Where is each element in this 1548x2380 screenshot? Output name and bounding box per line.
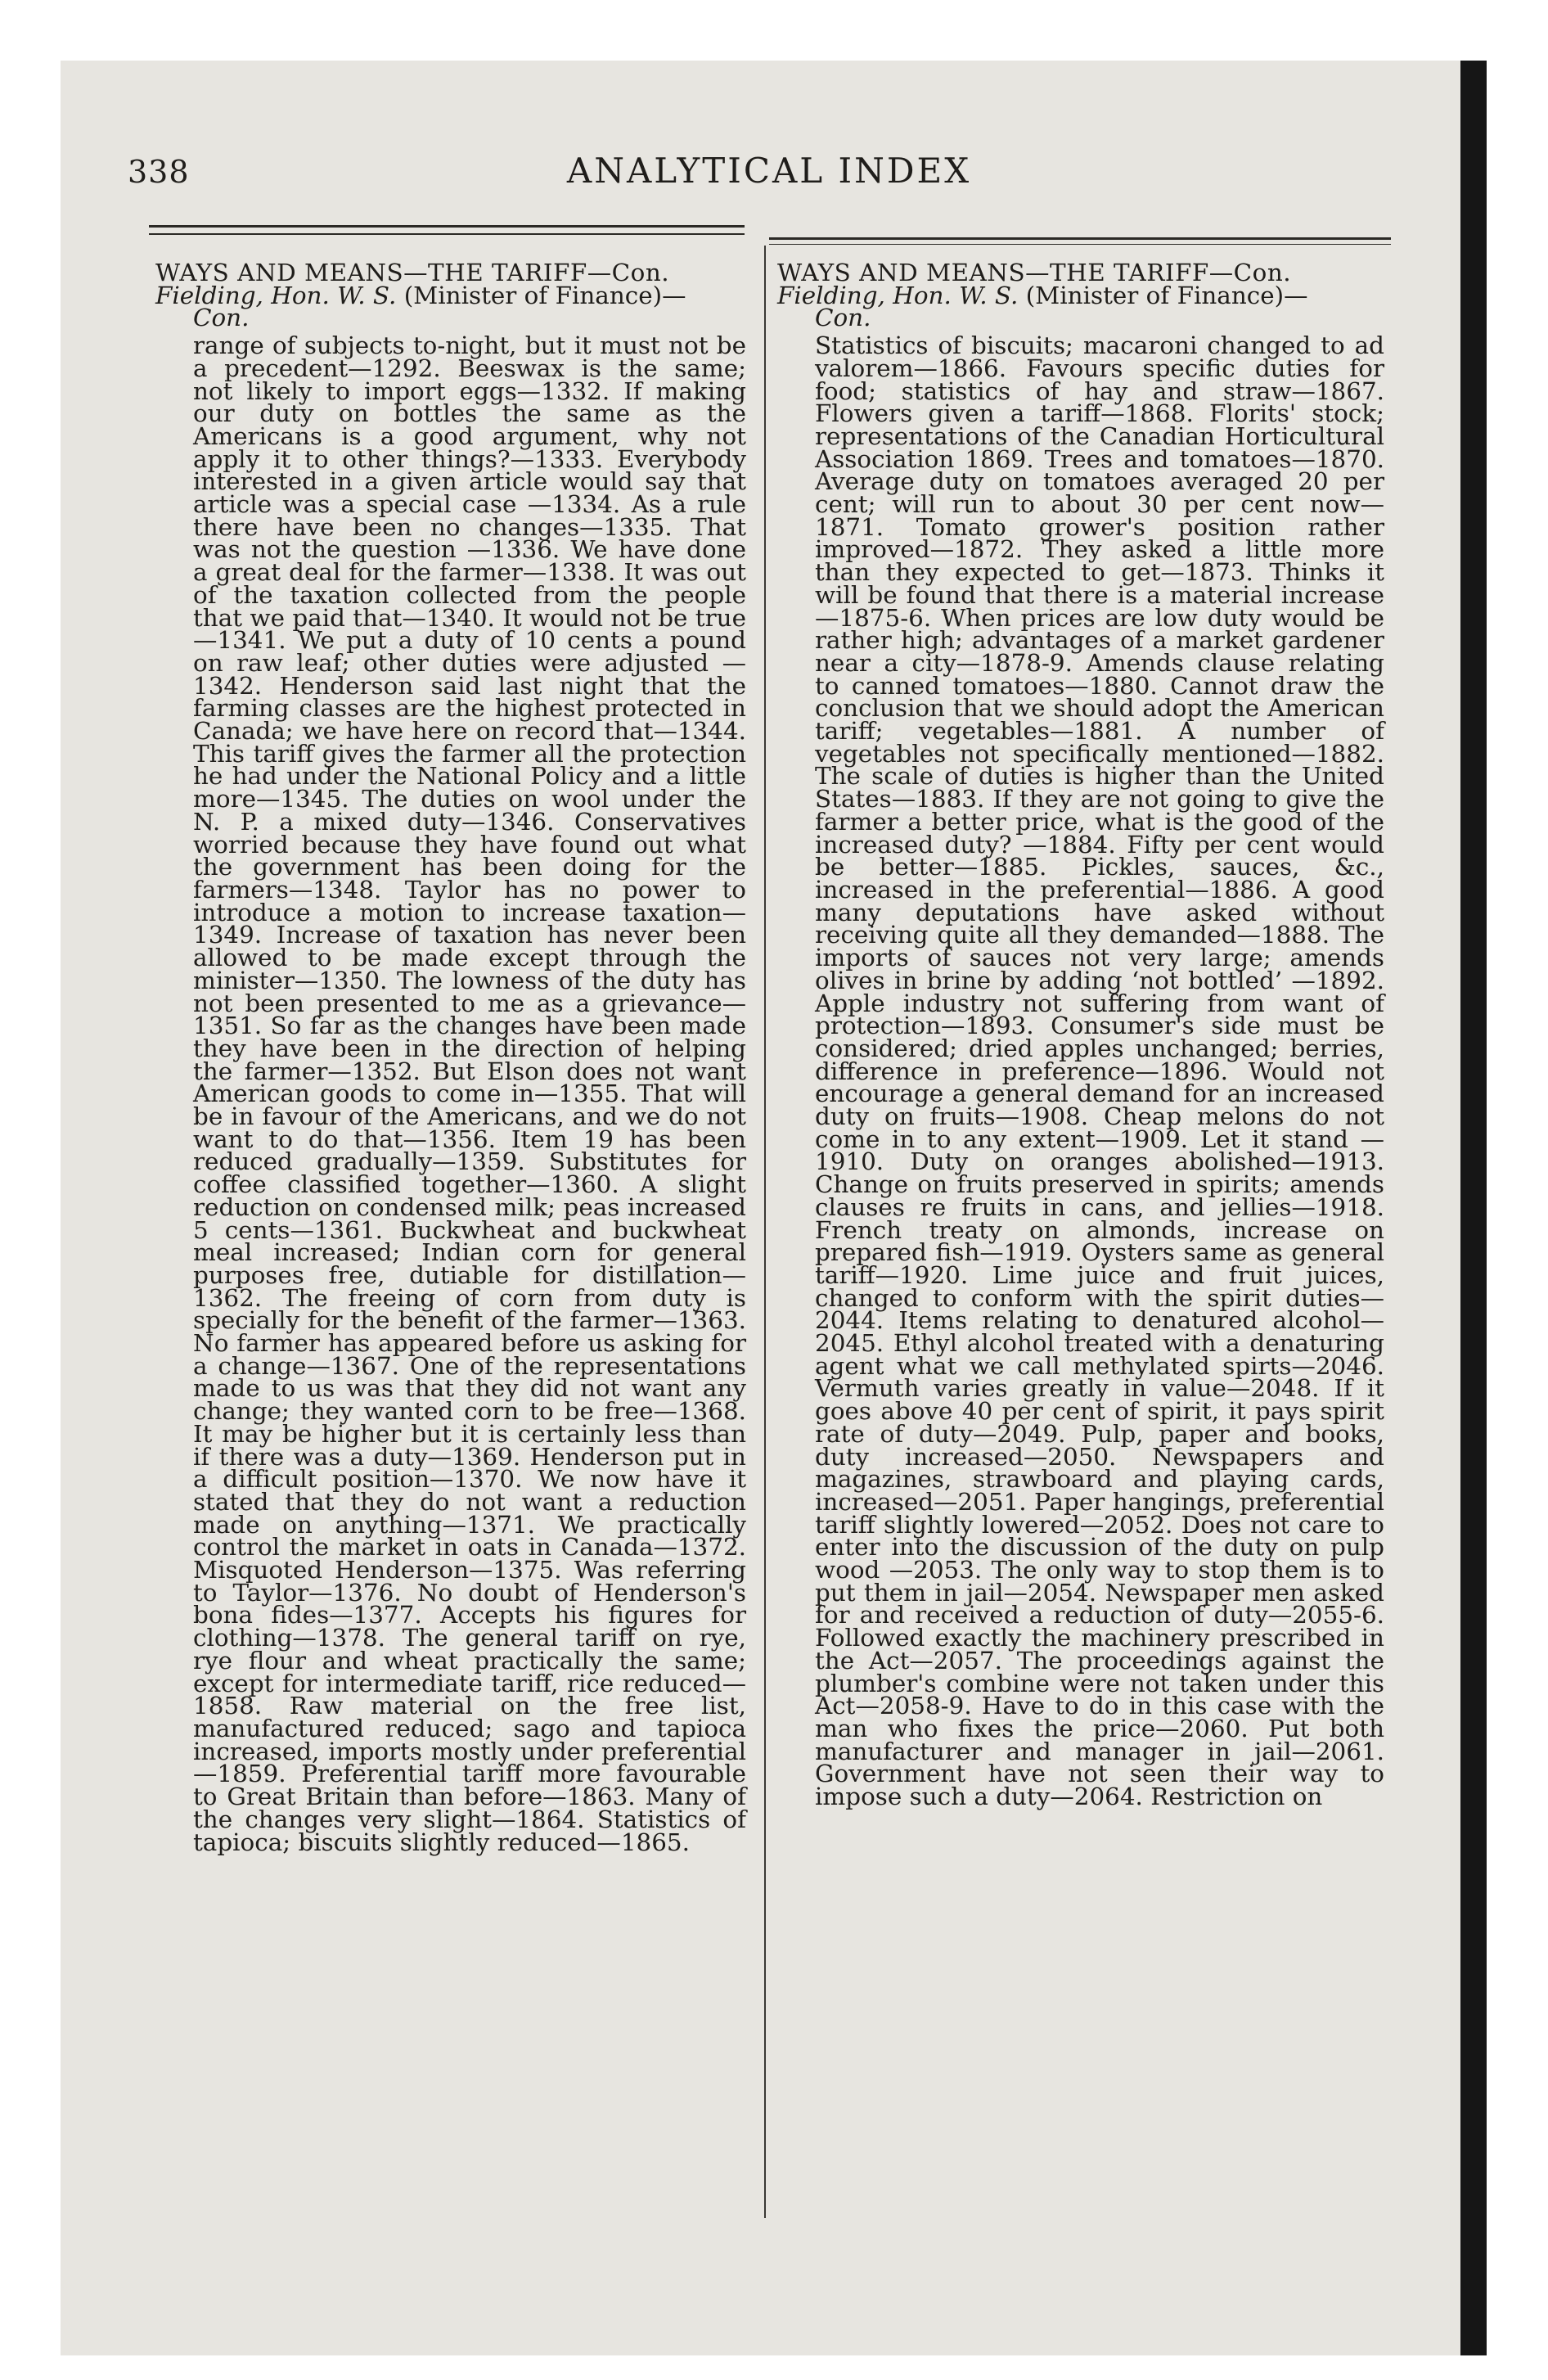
index-entry-text: range of subjects to-night, but it must not be a precedent—1292. Beeswax is the same; not likely to import eggs—1332. If making our duty on bottles the same as the Americans is a good argument, why not apply it to other things?—1333. Everybody interested in a given article would say that article was a special case —1334. As a rule there have been no changes—1335. That was not the question —1336. We have done a great deal for the farmer—1338. It was out of the taxation collected from the people that we paid that—1340. It would not be true—1341. We put a duty of 10 cents a pound on raw leaf; other duties were adjusted —1342. Henderson said last night that the farming classes are the highest protected in Canada; we have here on record that—1344. This tariff gives the farmer all the protection he had under the National Policy and a little more—1345. The duties on wool under the N. P. a mixed duty—1346. Conservatives worried because they have found out what the government has been doing for the farmers—1348. Taylor has no power to introduce a motion to increase taxation—1349. Increase of taxation has never been allowed to be made except through the minister—1350. The lowness of the duty has not been presented to me as a grievance—1351. So far as the changes have been made they have been in the direction of helping the farmer—1352. But Elson does not want American goods to come in—1355. That will be in favour of the Americans, and we do not want to do that—1356. Item 19 has been reduced gradually—1359. Substitutes for coffee classified together—1360. A slight reduction on condensed milk; peas increased 5 cents—1361. Buckwheat and buckwheat meal increased; Indian corn for general purposes free, dutiable for distillation—1362. The freeing of corn from duty is specially for the benefit of the farmer—1363. No farmer has appeared before us asking for a change—1367. One of the representations made to us was that they did not want any change; they wanted corn to be free—1368. It may be higher but it is certainly less than if there was a duty—1369. Henderson put in a difficult position—1370. We now have it stated that they do not want a reduction made on anything—1371. We practically control the market in oats in Canada—1372. Misquoted Henderson—1375. Was referring to Taylor—1376. No doubt of Henderson's bona fides—1377. Accepts his figures for clothing—1378. The general tariff on rye, rye flour and wheat practically the same; except for intermediate tariff, rice reduced—1858. Raw material on the free list, manufactured reduced; sago and tapioca increased, imports mostly under preferential—1859. Preferential tariff more favourable to Great Britain than before—1863. Many of the changes very slight—1864. Statistics of tapioca; biscuits slightly reduced—1865.	[193, 331, 746, 1856]
running-head: ANALYTICAL INDEX	[566, 151, 972, 191]
entry-continued: Con.	[193, 304, 250, 332]
header-rule-left-lower	[149, 233, 745, 235]
header-rule-right	[769, 237, 1391, 240]
entry-role: (Minister of Finance)—	[1025, 281, 1308, 309]
page-number: 338	[128, 154, 190, 190]
index-column-right	[777, 259, 1384, 1811]
page-header	[115, 146, 1424, 203]
column-divider	[764, 246, 766, 2218]
column-heading: WAYS AND MEANS—THE TARIFF—Con.	[777, 259, 1292, 286]
header-rule-left	[149, 225, 745, 228]
entry-person: Fielding, Hon. W. S.	[155, 281, 397, 309]
entry-continued-label	[777, 304, 1384, 332]
entry-continued: Con.	[815, 304, 871, 332]
entry-role: (Minister of Finance)—	[403, 281, 686, 309]
entry-person: Fielding, Hon. W. S.	[777, 281, 1019, 309]
header-rule-right-lower	[769, 244, 1391, 245]
book-spine-shadow	[1460, 61, 1487, 2355]
column-heading: WAYS AND MEANS—THE TARIFF—Con.	[155, 259, 670, 286]
entry-continued-label	[155, 304, 746, 332]
index-entry-text: Statistics of biscuits; macaroni changed to ad valorem—1866. Favours specific duties for food; statistics of hay and straw—1867. Flowers given a tariff—1868. Florits' stock; representations of the Canadian Horticultural Association 1869. Trees and tomatoes—1870. Average duty on tomatoes averaged 20 per cent; will run to about 30 per cent now—1871. Tomato grower's position rather improved—1872. They asked a little more than they expected to get—1873. Thinks it will be found that there is a material increase—1875-6. When prices are low duty would be rather high; advantages of a market gardener near a city—1878-9. Amends clause relating to canned tomatoes—1880. Cannot draw the conclusion that we should adopt the American tariff; vegetables—1881. A number of vegetables not specifically mentioned—1882. The scale of duties is higher than the United States—1883. If they are not going to give the farmer a better price, what is the good of the increased duty? —1884. Fifty per cent would be better—1885. Pickles, sauces, &c., increased in the preferential—1886. A good many deputations have asked without receiving quite all they demanded—1888. The imports of sauces not very large; amends olives in brine by adding ‘not bottled’ —1892. Apple industry not suffering from want of protection—1893. Consumer's side must be considered; dried apples unchanged; berries, difference in preference—1896. Would not encourage a general demand for an increased duty on fruits—1908. Cheap melons do not come in to any extent—1909. Let it stand —1910. Duty on oranges abolished—1913. Change on fruits preserved in spirits; amends clauses re fruits in cans, and jellies—1918. French treaty on almonds, increase on prepared fish—1919. Oysters same as general tariff—1920. Lime juice and fruit juices, changed to conform with the spirit duties—2044. Items relating to denatured alcohol—2045. Ethyl alcohol treated with a denaturing agent what we call methylated spirts—2046. Vermuth varies greatly in value—2048. If it goes above 40 per cent of spirit, it pays spirit rate of duty—2049. Pulp, paper and books, duty increased—2050. Newspapers and magazines, strawboard and playing cards, increased—2051. Paper hangings, preferential tariff slightly lowered—2052. Does not care to enter into the discussion of the duty on pulp wood —2053. The only way to stop them is to put them in jail—2054. Newspaper men asked for and received a reduction of duty—2055-6. Followed exactly the machinery prescribed in the Act—2057. The proceedings against the plumber's combine were not taken under this Act—2058-9. Have to do in this case with the man who fixes the price—2060. Put both manufacturer and manager in jail—2061. Government have not seen their way to impose such a duty—2064. Restriction on	[815, 331, 1384, 1811]
index-column-left	[155, 259, 746, 1856]
